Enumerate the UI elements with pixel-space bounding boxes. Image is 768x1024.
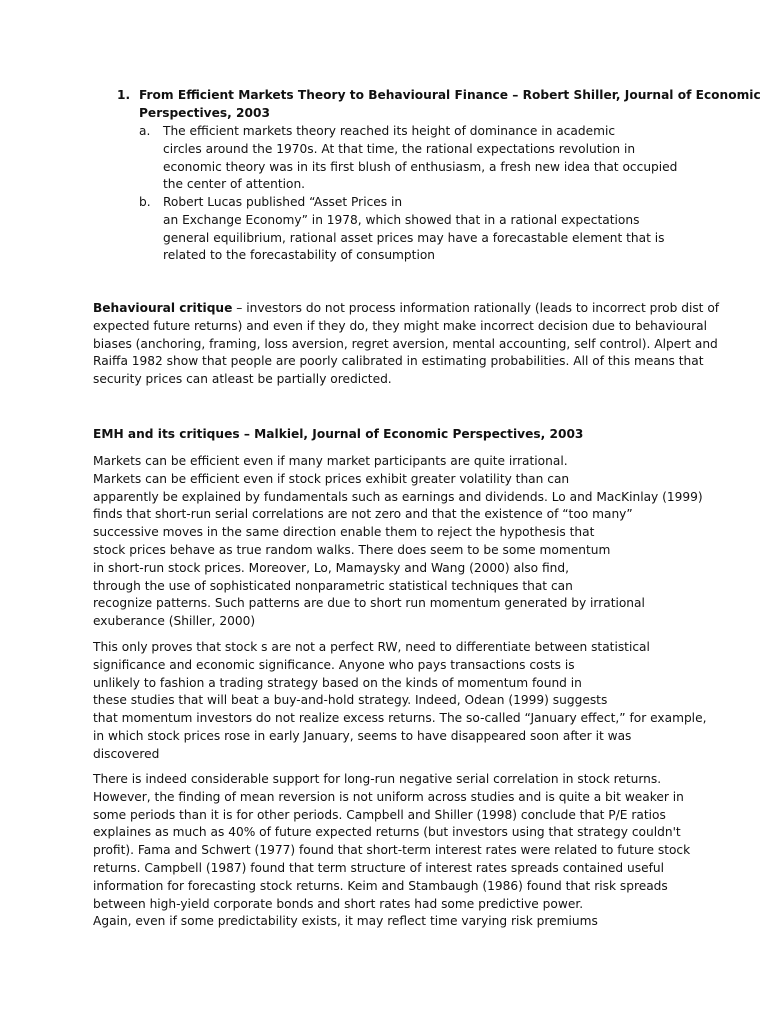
text-line: There is indeed considerable support for long-run negative serial correlation in stock returns. <box>93 772 662 786</box>
sub-item-letter: a. <box>139 124 151 138</box>
text-line: exuberance (Shiller, 2000) <box>93 614 256 629</box>
text-line: circles around the 1970s. At that time, the rational expectations revolution in <box>163 141 636 156</box>
text-line: related to the forecastability of consumption <box>163 248 436 263</box>
sub-item-letter: b. <box>139 195 151 209</box>
emh-paragraph-3 <box>93 771 690 931</box>
text-line: Robert Lucas published “Asset Prices in <box>163 195 403 209</box>
text-line: This only proves that stock s are not a perfect RW, need to differentiate between statistical <box>93 640 650 654</box>
text-line: apparently be explained by fundamentals such as earnings and dividends. Lo and MacKinlay (1999) <box>93 489 703 504</box>
critique-label: Behavioural critique <box>93 301 233 315</box>
text-line: economic theory was in its first blush of enthusiasm, a fresh new idea that occupied <box>163 159 678 174</box>
item-title-line-1: From Efficient Markets Theory to Behavioural Finance – Robert Shiller, Journal of Economic <box>139 88 761 102</box>
text-line: biases (anchoring, framing, loss aversion, regret aversion, mental accounting, self control). Alpert and <box>93 336 718 351</box>
emh-paragraph-2 <box>93 639 706 764</box>
text-line: Markets can be efficient even if many market participants are quite irrational. <box>93 454 568 468</box>
item-body <box>139 87 761 263</box>
text-line: unlikely to fashion a trading strategy based on the kinds of momentum found in <box>93 675 582 690</box>
text-line: stock prices behave as true random walks. There does seem to be some momentum <box>93 542 611 557</box>
text-line: general equilibrium, rational asset prices may have a forecastable element that is <box>163 230 665 245</box>
section-heading: EMH and its critiques – Malkiel, Journal of Economic Perspectives, 2003 <box>93 427 584 441</box>
text-line: the center of attention. <box>163 177 306 192</box>
text-line: discovered <box>93 746 160 761</box>
behavioural-critique-paragraph <box>93 300 719 389</box>
text-line: However, the finding of mean reversion is not uniform across studies and is quite a bit weaker in <box>93 789 684 804</box>
text-line: Markets can be efficient even if stock prices exhibit greater volatility than can <box>93 471 570 486</box>
text-line: recognize patterns. Such patterns are due to short run momentum generated by irrational <box>93 596 645 611</box>
text-line: through the use of sophisticated nonparametric statistical techniques that can <box>93 578 573 593</box>
text-line: in short-run stock prices. Moreover, Lo, Mamaysky and Wang (2000) also find, <box>93 560 570 575</box>
critique-first-line: – investors do not process information rationally (leads to incorrect prob dist of <box>232 301 720 315</box>
text-line: Raiffa 1982 show that people are poorly calibrated in estimating probabilities. All of this means that <box>93 354 704 369</box>
sub-item-text <box>163 194 665 265</box>
text-line: significance and economic significance. Anyone who pays transactions costs is <box>93 657 575 672</box>
emh-heading <box>93 426 583 444</box>
item-number: 1. <box>117 88 131 102</box>
text-line: in which stock prices rose in early January, seems to have disappeared soon after it was <box>93 728 632 743</box>
text-line: these studies that will beat a buy-and-hold strategy. Indeed, Odean (1999) suggests <box>93 693 608 708</box>
sub-item-text <box>163 123 677 194</box>
item-title-line-2: Perspectives, 2003 <box>139 105 270 120</box>
text-line: security prices can atleast be partially oredicted. <box>93 372 392 387</box>
text-line: successive moves in the same direction enable them to reject the hypothesis that <box>93 525 595 540</box>
text-line: information for forecasting stock returns. Keim and Stambaugh (1986) found that risk spreads <box>93 878 668 893</box>
text-line <box>93 300 719 318</box>
text-line: explaines as much as 40% of future expected returns (but investors using that strategy couldn't <box>93 825 681 840</box>
text-line: that momentum investors do not realize excess returns. The so-called “January effect,” for example, <box>93 711 707 726</box>
emh-paragraph-1 <box>93 453 703 631</box>
text-line: profit). Fama and Schwert (1977) found that short-term interest rates were related to future stock <box>93 843 691 858</box>
text-line: an Exchange Economy” in 1978, which showed that in a rational expectations <box>163 212 640 227</box>
text-line: between high-yield corporate bonds and short rates had some predictive power. <box>93 896 584 911</box>
text-line: finds that short-run serial correlations are not zero and that the existence of “too many” <box>93 507 633 522</box>
text-line: Again, even if some predictability exists, it may reflect time varying risk premiums <box>93 914 598 929</box>
text-line: expected future returns) and even if they do, they might make incorrect decision due to behavioural <box>93 318 707 333</box>
text-line: The efficient markets theory reached its height of dominance in academic <box>163 124 616 138</box>
text-line: some periods than it is for other periods. Campbell and Shiller (1998) conclude that P/E ratios <box>93 807 666 822</box>
text-line: returns. Campbell (1987) found that term structure of interest rates spreads contained useful <box>93 860 664 875</box>
